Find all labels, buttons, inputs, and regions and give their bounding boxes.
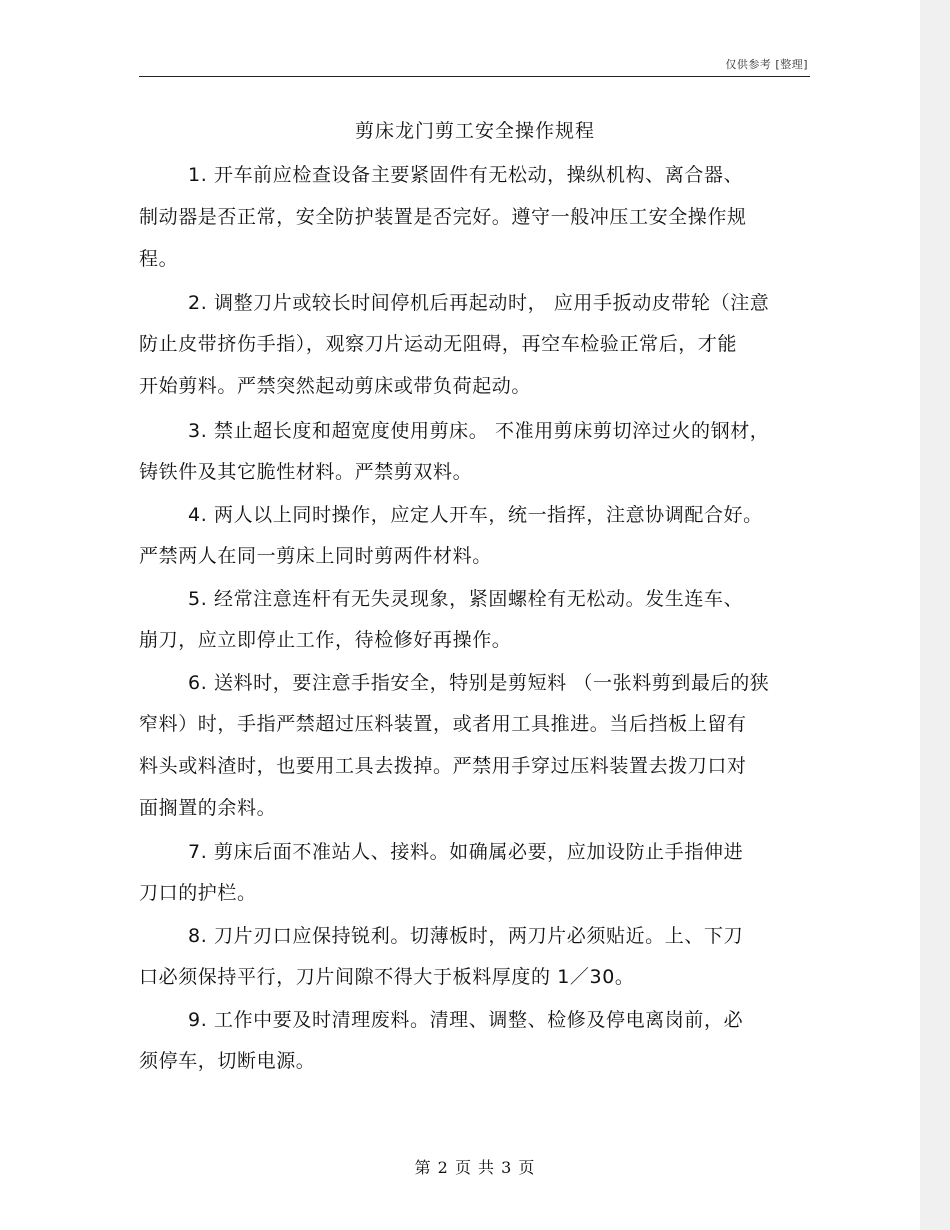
line-15: 料头或料渣时，也要用工具去拨掉。严禁用手穿过压料装置去拨刀口对 xyxy=(139,755,747,777)
line-12: 崩刀，应立即停止工作，待检修好再操作。 xyxy=(139,629,512,651)
line-2: 制动器是否正常，安全防护装置是否完好。遵守一般冲压工安全操作规 xyxy=(139,206,747,228)
line-5: 防止皮带挤伤手指），观察刀片运动无阻碍，再空车检验正常后，才能 xyxy=(139,333,738,355)
header-divider xyxy=(139,76,810,77)
line-1: 1. 开车前应检查设备主要紧固件有无松动，操纵机构、离合器、 xyxy=(188,164,744,186)
line-13: 6. 送料时，要注意手指安全，特别是剪短料 （一张料剪到最后的狭 xyxy=(188,672,770,694)
line-14: 窄料）时，手指严禁超过压料装置，或者用工具推进。当后挡板上留有 xyxy=(139,713,747,735)
line-10: 严禁两人在同一剪床上同时剪两件材料。 xyxy=(139,545,492,567)
line-4: 2. 调整刀片或较长时间停机后再起动时， 应用手扳动皮带轮（注意 xyxy=(188,292,770,314)
line-9: 4. 两人以上同时操作，应定人开车，统一指挥，注意协调配合好。 xyxy=(188,504,763,526)
line-19: 8. 刀片刃口应保持锐利。切薄板时，两刀片必须贴近。上、下刀 xyxy=(188,925,744,947)
line-22: 须停车，切断电源。 xyxy=(139,1050,316,1072)
line-6: 开始剪料。严禁突然起动剪床或带负荷起动。 xyxy=(139,375,532,397)
line-3: 程。 xyxy=(139,248,179,270)
line-8: 铸铁件及其它脆性材料。严禁剪双料。 xyxy=(139,461,473,483)
line-18: 刀口的护栏。 xyxy=(139,882,257,904)
viewer-background xyxy=(920,0,950,1230)
line-20: 口必须保持平行，刀片间隙不得大于板料厚度的 1／30。 xyxy=(139,966,635,988)
line-16: 面搁置的余料。 xyxy=(139,797,277,819)
line-7: 3. 禁止超长度和超宽度使用剪床。 不准用剪床剪切淬过火的钢材， xyxy=(188,420,770,442)
line-11: 5. 经常注意连杆有无失灵现象，紧固螺栓有无松动。发生连车、 xyxy=(188,588,744,610)
page-number: 第 2 页 共 3 页 xyxy=(414,1158,536,1177)
header-note: 仅供参考 [整理] xyxy=(725,58,808,71)
line-17: 7. 剪床后面不准站人、接料。如确属必要，应加设防止手指伸进 xyxy=(188,841,744,863)
line-21: 9. 工作中要及时清理废料。清理、调整、检修及停电离岗前，必 xyxy=(188,1009,744,1031)
document-title: 剪床龙门剪工安全操作规程 xyxy=(354,120,595,142)
